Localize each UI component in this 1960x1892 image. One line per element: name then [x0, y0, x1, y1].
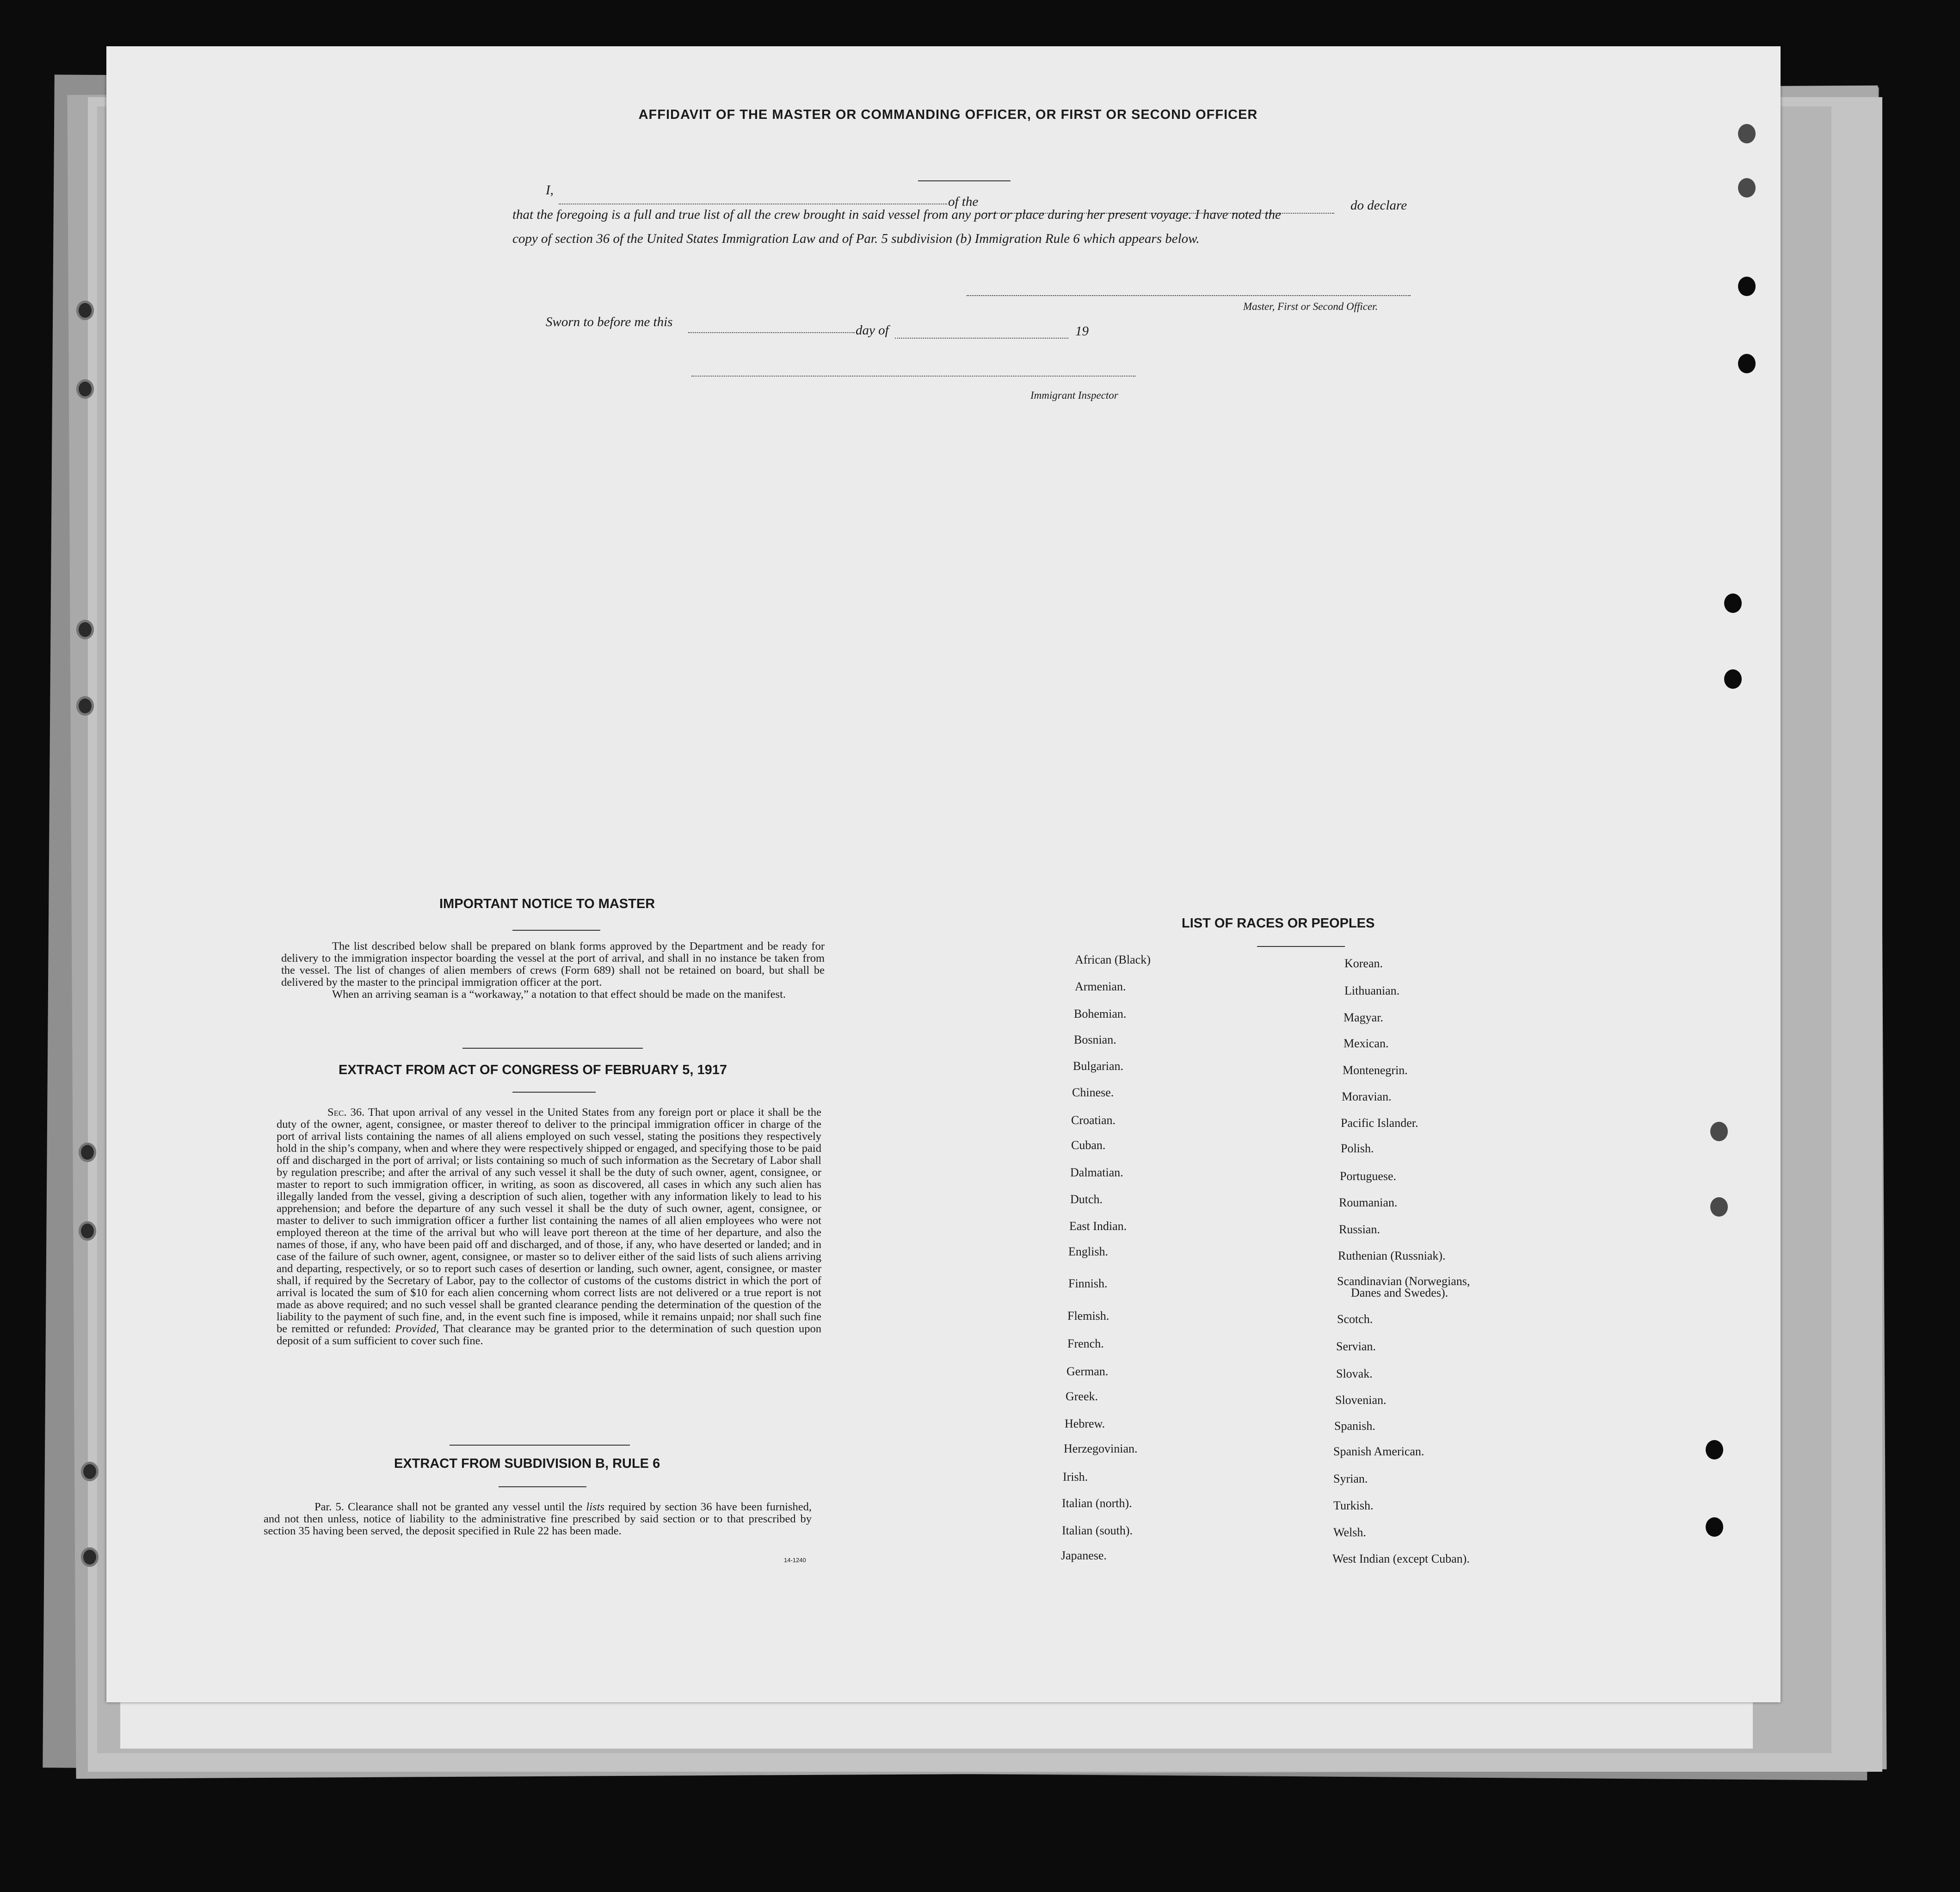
rule-extract-rule	[499, 1486, 586, 1487]
punch-hole	[1710, 1197, 1728, 1217]
form-page	[106, 46, 1781, 1702]
punch-hole	[1738, 178, 1756, 198]
form-number: 14-1240	[784, 1557, 806, 1564]
act-extract-body	[277, 1107, 821, 1347]
race-left: German.	[1066, 1365, 1109, 1378]
notice-paragraph-2: When an arriving seaman is a “workaway,” a notation to that effect should be made on the manifest.	[332, 988, 786, 1001]
race-right: Moravian.	[1342, 1090, 1392, 1103]
binder-hole	[76, 379, 94, 399]
races-title: LIST OF RACES OR PEOPLES	[1182, 916, 1375, 931]
race-right: Turkish.	[1333, 1499, 1374, 1512]
sworn-day-field[interactable]	[688, 332, 855, 333]
affidavit-declare-label: do declare	[1350, 198, 1407, 213]
act-extract-title: EXTRACT FROM ACT OF CONGRESS OF FEBRUARY 5, 1917	[339, 1063, 727, 1077]
provided-word: Provided,	[395, 1323, 439, 1335]
race-right: Scandinavian (Norwegians,	[1337, 1274, 1470, 1288]
sworn-month-field[interactable]	[895, 338, 1068, 339]
act-text-b: That clearance may be granted prior to the determination of such question upon deposit of a sum sufficient to cover such fine.	[277, 1323, 822, 1347]
race-left: African (Black)	[1075, 953, 1151, 966]
race-right: Welsh.	[1333, 1526, 1366, 1539]
race-right: Roumanian.	[1339, 1196, 1398, 1209]
punch-hole	[1706, 1440, 1723, 1459]
punch-hole	[1706, 1517, 1723, 1537]
race-right: Portuguese.	[1340, 1169, 1397, 1183]
race-right: Spanish.	[1334, 1419, 1375, 1433]
affidavit-of-the-label: of the	[948, 194, 979, 209]
race-right-continuation: Danes and Swedes).	[1351, 1286, 1448, 1299]
notice-body	[281, 940, 825, 1001]
sworn-year-prefix: 19	[1075, 324, 1089, 339]
binder-hole	[76, 620, 94, 639]
binder-hole	[76, 301, 94, 320]
race-left: Irish.	[1063, 1470, 1088, 1484]
binder-hole	[81, 1462, 99, 1481]
punch-hole	[1738, 277, 1756, 296]
race-left: East Indian.	[1069, 1219, 1127, 1233]
race-right: Pacific Islander.	[1341, 1116, 1418, 1130]
race-left: Chinese.	[1072, 1086, 1114, 1099]
race-right: Korean.	[1344, 957, 1383, 970]
race-left: Bosnian.	[1074, 1033, 1116, 1046]
race-left: Japanese.	[1061, 1549, 1107, 1562]
notice-rule	[512, 930, 600, 931]
punch-hole	[1724, 594, 1742, 613]
race-right: Mexican.	[1344, 1037, 1389, 1050]
race-left: Hebrew.	[1065, 1417, 1105, 1430]
race-left: Bohemian.	[1074, 1007, 1127, 1020]
section-rule	[450, 1445, 630, 1446]
race-left: Bulgarian.	[1073, 1059, 1124, 1073]
race-left: Greek.	[1066, 1390, 1098, 1403]
rule-text-b: required by section 36 have been furnished, and not then unless, notice of liability to the administrative fine prescribed by said section or to that prescribed by section 35 having been served, the deposit specified in Rule 22 has been made.	[264, 1501, 812, 1537]
rule-extract-title: EXTRACT FROM SUBDIVISION B, RULE 6	[394, 1456, 660, 1471]
race-left: Italian (south).	[1062, 1524, 1133, 1537]
race-left: Cuban.	[1071, 1138, 1106, 1152]
race-right: Magyar.	[1344, 1011, 1383, 1024]
race-left: Croatian.	[1071, 1113, 1116, 1127]
race-right: Ruthenian (Russniak).	[1338, 1249, 1446, 1262]
race-right: Servian.	[1336, 1340, 1376, 1353]
race-left: Herzegovinian.	[1064, 1442, 1138, 1455]
binder-hole	[81, 1547, 99, 1567]
race-right: Montenegrin.	[1343, 1063, 1408, 1077]
race-right: Slovak.	[1336, 1367, 1373, 1380]
sworn-day-of: day of	[856, 323, 889, 338]
binder-hole	[79, 1221, 96, 1241]
notice-paragraph-1: The list described below shall be prepared on blank forms approved by the Department and be ready for delivery to the immigration inspector boarding the vessel at the port of arrival, and shall in no instance be taken from the vessel. The list of changes of alien members of crews (Form 689) shall not be retained on board, but shall be delivered by the master to the principal immigration officer at the port.	[281, 940, 825, 989]
race-right: West Indian (except Cuban).	[1332, 1552, 1470, 1565]
lists-word: lists	[586, 1501, 604, 1513]
section-label: Sec. 36.	[327, 1106, 365, 1119]
races-rule	[1257, 946, 1345, 947]
rule-extract-paragraph	[264, 1501, 812, 1537]
notice-title: IMPORTANT NOTICE TO MASTER	[439, 897, 655, 911]
rule-extract-body	[264, 1501, 812, 1537]
punch-hole	[1738, 124, 1756, 143]
punch-hole	[1738, 354, 1756, 373]
race-left: Flemish.	[1067, 1309, 1109, 1323]
race-left: Dutch.	[1070, 1193, 1103, 1206]
punch-hole	[1710, 1122, 1728, 1141]
title-rule	[918, 180, 1011, 181]
punch-hole	[1724, 669, 1742, 689]
race-right: Scotch.	[1337, 1312, 1373, 1326]
binder-hole	[76, 696, 94, 716]
race-right: Lithuanian.	[1344, 984, 1400, 997]
inspector-signature-field[interactable]	[691, 376, 1135, 377]
race-right: Slovenian.	[1335, 1393, 1387, 1407]
race-right: Spanish American.	[1333, 1445, 1424, 1458]
master-signature-field[interactable]	[967, 295, 1411, 296]
race-left: Italian (north).	[1062, 1496, 1132, 1510]
rule-text-a: Par. 5. Clearance shall not be granted any vessel until the	[314, 1501, 583, 1513]
race-left: Dalmatian.	[1070, 1166, 1123, 1179]
affidavit-line-3: copy of section 36 of the United States Immigration Law and of Par. 5 subdivision (b) Immigration Rule 6 which appears below.	[512, 231, 1200, 246]
race-right: Syrian.	[1333, 1472, 1368, 1485]
race-left: Armenian.	[1075, 980, 1126, 993]
affidavit-line-2: that the foregoing is a full and true list of all the crew brought in said vessel from any port or place during her present voyage. I have noted the	[512, 207, 1281, 222]
race-left: French.	[1067, 1337, 1104, 1350]
inspector-caption: Immigrant Inspector	[1030, 390, 1118, 401]
affidavit-title: AFFIDAVIT OF THE MASTER OR COMMANDING OFFICER, OR FIRST OR SECOND OFFICER	[638, 107, 1258, 122]
race-left: English.	[1068, 1245, 1108, 1258]
sworn-prefix: Sworn to before me this	[546, 315, 673, 329]
act-rule	[512, 1092, 596, 1093]
race-right: Russian.	[1339, 1223, 1380, 1236]
affidavit-i-label: I,	[546, 183, 554, 198]
race-left: Finnish.	[1068, 1277, 1108, 1290]
act-extract-paragraph	[277, 1107, 821, 1347]
master-signature-caption: Master, First or Second Officer.	[1243, 301, 1378, 312]
section-rule	[462, 1048, 643, 1049]
act-text-a: That upon arrival of any vessel in the United States from any foreign port or place it shall be the duty of the owner, agent, consignee, or master thereof to deliver to the principal immigration officer in charge of the port of arrival lists containing the names of all aliens employed on such vessel, stating the positions they respectively hold in the ship’s company, when and where they were respectively shipped or engaged, and specifying those to be paid off and discharged in the port of arrival; or lists containing so much of such information as the Secretary of Labor shall by regulation prescribe; and after the arrival of any such vessel it shall be the duty of such owner, agent, consignee, or master to report to such immigration officer, in writing, as soon as discovered, all cases in which any such alien has illegally landed from the vessel, giving a description of such alien, together with any information likely to lead to his apprehension; and before the departure of any such vessel it shall be the duty of such owner, agent, consignee, or master to deliver to such immigration officer a further list containing the names of all alien employees who were not employed thereon at the time of the arrival but who will leave port thereon at the time of her departure, and also the names of those, if any, who have been paid off and discharged, and of those, if any, who have deserted or landed; and in case of the failure of such owner, agent, consignee, or master so to deliver either of the said lists of such aliens arriving and departing, respectively, or so to report such cases of desertion or landing, such owner, agent, consignee, or master shall, if required by the Secretary of Labor, pay to the collector of customs of the customs district in which the port of arrival is located the sum of $10 for each alien concerning whom correct lists are not delivered or a true report is not made as above required; and no such vessel shall be granted clearance pending the determination of the question of the liability to the payment of such fine, and, in the event such fine is imposed, while it remains unpaid; nor shall such fine be remitted or refunded:	[277, 1106, 822, 1335]
race-right: Polish.	[1341, 1142, 1374, 1155]
binder-hole	[79, 1143, 96, 1162]
